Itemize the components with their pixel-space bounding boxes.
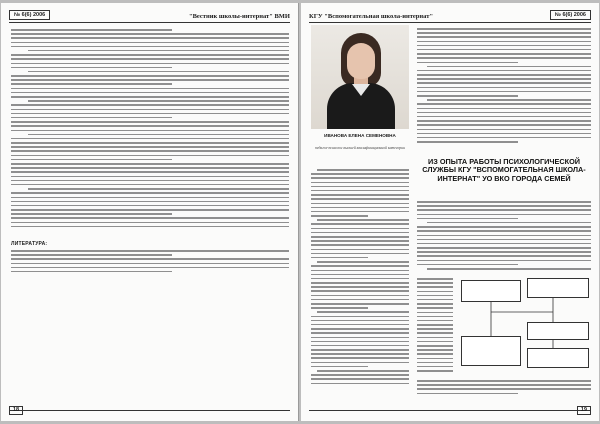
diagram-box-bottom-right bbox=[527, 348, 589, 368]
structure-diagram bbox=[457, 278, 593, 376]
author-caption: педагог-психолог высшей квалификационной категории bbox=[315, 146, 405, 150]
article-closing-text bbox=[417, 380, 591, 402]
left-page bbox=[1, 3, 299, 421]
author-photo bbox=[311, 25, 409, 129]
article-column-right bbox=[417, 201, 591, 273]
right-page-number: 19 bbox=[577, 406, 591, 415]
literature-list bbox=[11, 250, 289, 282]
diagram-box-middle-right bbox=[527, 322, 589, 340]
left-footer-rule bbox=[9, 410, 290, 411]
article-title: ИЗ ОПЫТА РАБОТЫ ПСИХОЛОГИЧЕСКОЙ СЛУЖБЫ КГУ "ВСПОМОГАТЕЛЬНАЯ ШКОЛА-ИНТЕРНАТ" УО ВКО ГОРОДА СЕМЕЙ bbox=[422, 157, 586, 183]
right-footer-rule bbox=[309, 410, 591, 411]
left-page-number: 18 bbox=[9, 406, 23, 415]
diagram-box-bottom-left bbox=[461, 336, 521, 366]
right-issue-number: № 6(6) 2006 bbox=[550, 10, 591, 20]
left-issue-number: № 6(6) 2006 bbox=[9, 10, 50, 20]
diagram-box-top-right bbox=[527, 278, 589, 298]
intro-text bbox=[417, 28, 591, 154]
diagram-box-top-left bbox=[461, 280, 521, 302]
right-running-header bbox=[309, 9, 591, 23]
article-column-left bbox=[311, 169, 409, 395]
left-running-header bbox=[9, 9, 290, 23]
author-name: ИВАНОВА ЕЛЕНА СЕМЕНОВНА bbox=[324, 133, 396, 138]
right-journal-name: КГУ "Вспомогательная школа-интернат" bbox=[309, 13, 434, 20]
literature-heading: ЛИТЕРАТУРА: bbox=[11, 241, 48, 247]
right-page bbox=[301, 3, 599, 421]
article-column-narrow bbox=[417, 278, 453, 376]
left-journal-name: "Вестник школы-интернат" ВМИ bbox=[188, 13, 290, 20]
left-article-body bbox=[11, 29, 289, 234]
